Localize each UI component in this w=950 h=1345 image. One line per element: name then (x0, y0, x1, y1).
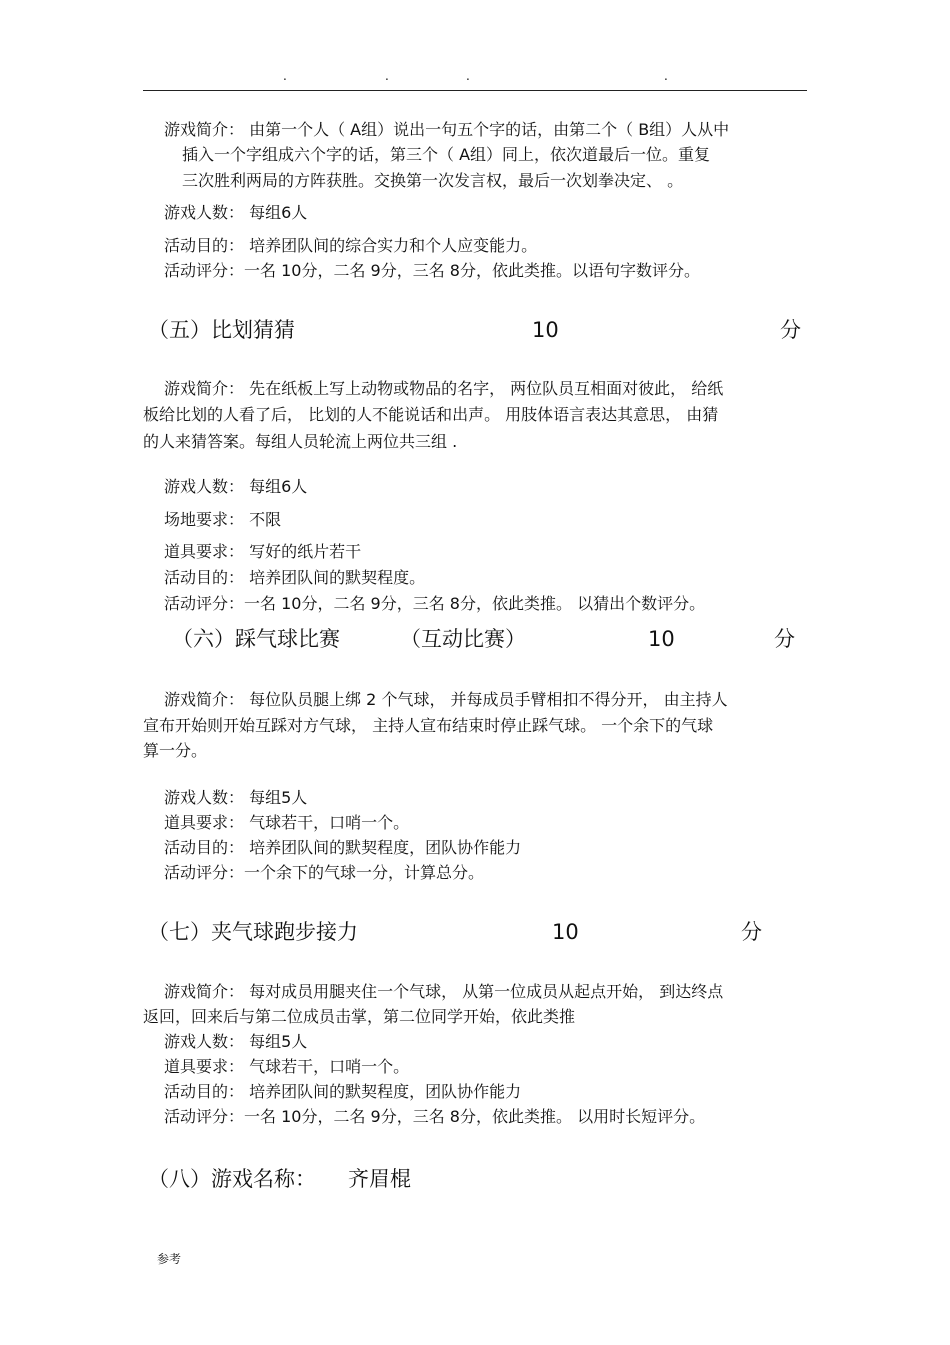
section-title: （六）踩气球比赛 (172, 627, 340, 651)
section-title: （八）游戏名称： (148, 1167, 316, 1191)
header-rule (143, 90, 807, 91)
scoring-line: 活动评分：一名 10分，二名 9分，三名 8分，依此类推。 以用时长短评分。 (164, 1107, 706, 1126)
purpose-line: 活动目的： 培养团队间的综合实力和个人应变能力。 (164, 236, 538, 255)
players-line: 游戏人数： 每组5人 (164, 1032, 308, 1051)
players-line: 游戏人数： 每组6人 (164, 203, 308, 222)
section-points: 10 (532, 318, 559, 342)
props-line: 道具要求： 气球若干，口哨一个。 (164, 813, 410, 832)
scoring-line: 活动评分：一名 10分，二名 9分，三名 8分，依此类推。以语句字数评分。 (164, 261, 700, 280)
purpose-line: 活动目的： 培养团队间的默契程度，团队协作能力 (164, 1082, 522, 1101)
intro-line: 游戏简介： 每位队员腿上绑 2 个气球， 并每成员手臂相扣不得分开， 由主持人 (164, 690, 728, 709)
intro-line: 插入一个字组成六个字的话，第三个（ A组）同上，依次道最后一位。重复 (182, 145, 711, 164)
intro-line: 游戏简介： 每对成员用腿夹住一个气球， 从第一位成员从起点开始， 到达终点 (164, 982, 724, 1001)
intro-line: 返回，回来后与第二位成员击掌，第二位同学开始，依此类推 (143, 1007, 576, 1026)
intro-line: 三次胜利两局的方阵获胜。交换第一次发言权，最后一次划拳决定、 。 (182, 171, 684, 190)
props-line: 道具要求： 气球若干，口哨一个。 (164, 1057, 410, 1076)
venue-line: 场地要求： 不限 (164, 510, 282, 529)
section-points-unit: 分 (774, 627, 795, 651)
header-dot: . (466, 69, 470, 83)
scoring-line: 活动评分：一个余下的气球一分，计算总分。 (164, 863, 485, 882)
players-line: 游戏人数： 每组6人 (164, 477, 308, 496)
game-name: 齐眉棍 (348, 1167, 411, 1191)
section-title: （七）夹气球跑步接力 (148, 920, 358, 944)
intro-line: 算一分。 (143, 741, 208, 760)
footer-label: 参考 (157, 1252, 182, 1266)
section-points-unit: 分 (741, 920, 762, 944)
header-dot: . (664, 69, 668, 83)
purpose-line: 活动目的： 培养团队间的默契程度。 (164, 568, 426, 587)
header-dot: . (385, 69, 389, 83)
section-points: 10 (552, 920, 579, 944)
section-points-unit: 分 (780, 318, 801, 342)
intro-line: 游戏简介： 由第一个人（ A组）说出一句五个字的话，由第二个（ B组）人从中 (164, 120, 730, 139)
section-points: 10 (648, 627, 675, 651)
players-line: 游戏人数： 每组5人 (164, 788, 308, 807)
header-dot: . (283, 69, 287, 83)
section-subtitle: （互动比赛） (400, 627, 526, 651)
section-title: （五）比划猜猜 (148, 318, 295, 342)
intro-line: 板给比划的人看了后， 比划的人不能说话和出声。 用肢体语言表达其意思， 由猜 (143, 405, 719, 424)
intro-line: 的人来猜答案。每组人员轮流上两位共三组 . (143, 432, 458, 451)
intro-line: 宣布开始则开始互踩对方气球， 主持人宣布结束时停止踩气球。 一个余下的气球 (143, 716, 714, 735)
props-line: 道具要求： 写好的纸片若干 (164, 542, 362, 561)
intro-line: 游戏简介： 先在纸板上写上动物或物品的名字， 两位队员互相面对彼此， 给纸 (164, 379, 724, 398)
scoring-line: 活动评分：一名 10分，二名 9分，三名 8分，依此类推。 以猜出个数评分。 (164, 594, 706, 613)
purpose-line: 活动目的： 培养团队间的默契程度，团队协作能力 (164, 838, 522, 857)
